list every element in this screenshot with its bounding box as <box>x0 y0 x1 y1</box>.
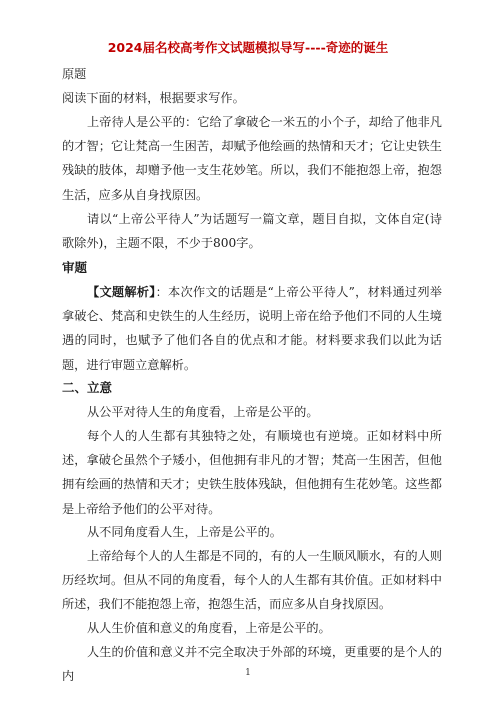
document-title: 2024届名校高考作文试题模拟导写----奇迹的诞生 <box>107 40 389 55</box>
section-idea-heading: 二、立意 <box>62 380 113 395</box>
paragraph-2: 上帝给每个人的人生都是不同的，有的人一生顺风顺水，有的人则历经坎坷。但从不同的角度看，每个人的人生都有其价值。正如材料中所述，我们不能抱怨上帝，抱怨生活，而应多从自身找原因。 <box>62 549 442 612</box>
analysis-paragraph <box>62 280 442 377</box>
paragraph-1: 每个人的人生都有其独特之处，有顺境也有逆境。正如材料中所述，拿破仑虽然个子矮小，但他拥有非凡的才智；梵高一生困苦，但他拥有绘画的热情和天才；史铁生肢体残缺，但他拥有生花妙笔。这些都是上帝给予他们的公平对待。 <box>62 429 442 516</box>
page-number: 1 <box>245 668 251 678</box>
point-1: 从公平对待人生的角度看，上帝是公平的。 <box>87 405 319 419</box>
point-2: 从不同角度看人生，上帝是公平的。 <box>87 525 282 539</box>
section-original-heading: 原题 <box>62 67 87 81</box>
paragraph-3: 人生的价值和意义并不完全取决于外部的环境，更重要的是个人的内 <box>62 645 442 684</box>
material-paragraph: 上帝待人是公平的：它给了拿破仑一米五的小个子，却给了他非凡的才智；它让梵高一生困苦，却赋予他绘画的热情和天才；它让史铁生残缺的肢体，却赠予他一支生花妙笔。所以，我们不能抱怨上帝，抱怨生活，应多从自身找原因。 <box>62 115 442 202</box>
point-3: 从人生价值和意义的角度看，上帝是公平的。 <box>87 621 331 635</box>
analysis-label: 【文题解析】 <box>87 285 156 299</box>
instruction-text: 阅读下面的材料，根据要求写作。 <box>62 91 245 105</box>
requirement-paragraph: 请以“上帝公平待人”为话题写一篇文章，题目自拟，文体自定(诗歌除外)，主题不限，不少于800字。 <box>62 212 442 251</box>
section-analysis-heading: 审题 <box>62 260 88 275</box>
analysis-text: ：本次作文的话题是“上帝公平待人”，材料通过列举拿破仑、梵高和史铁生的人生经历，说明上帝在给予他们不同的人生境遇的同时，也赋予了他们各自的优点和才能。材料要求我们以此为话题，进行审题立意解析。 <box>62 285 442 372</box>
